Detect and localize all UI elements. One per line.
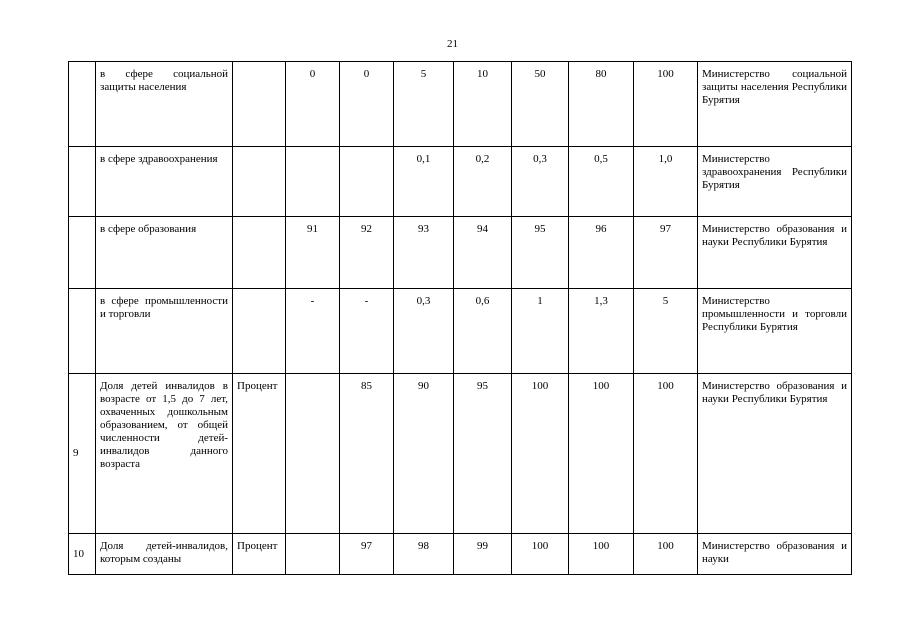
value-cell: 0,2 [454,147,512,217]
unit-cell: Процент [233,374,286,534]
ministry-cell: Министерство здравоохранения Республики Бурятия [698,147,852,217]
value-cell: 100 [634,534,698,575]
row-number-cell: 9 [69,374,96,534]
ministry-cell: Министерство промышленности и торговли Республики Бурятия [698,289,852,374]
indicator-name-cell: Доля детей-инвалидов, которым созданы [96,534,233,575]
value-cell: 0 [340,62,394,147]
value-cell: 1,0 [634,147,698,217]
value-cell: 80 [569,62,634,147]
value-cell: 90 [394,374,454,534]
table-row [69,534,852,575]
value-cell: - [286,289,340,374]
value-cell: 100 [634,374,698,534]
unit-cell: Процент [233,534,286,575]
unit-cell [233,217,286,289]
value-cell: 97 [340,534,394,575]
row-number-cell [69,217,96,289]
value-cell: 1 [512,289,569,374]
value-cell: 85 [340,374,394,534]
value-cell: 91 [286,217,340,289]
value-cell: 0,6 [454,289,512,374]
value-cell: 0,1 [394,147,454,217]
indicator-name-cell: Доля детей инвалидов в возрасте от 1,5 до 7 лет, охваченных дошкольным образованием, от общей численности детей-инвалидов данного возраста [96,374,233,534]
value-cell: 100 [634,62,698,147]
value-cell [286,534,340,575]
value-cell: 93 [394,217,454,289]
table-row [69,289,852,374]
value-cell: 98 [394,534,454,575]
indicator-name-cell: в сфере промышленности и торговли [96,289,233,374]
indicator-name-cell: в сфере социальной защиты населения [96,62,233,147]
value-cell: 0 [286,62,340,147]
value-cell: 92 [340,217,394,289]
unit-cell [233,62,286,147]
row-number-cell [69,147,96,217]
value-cell: - [340,289,394,374]
unit-cell [233,147,286,217]
value-cell: 97 [634,217,698,289]
row-number-cell [69,62,96,147]
value-cell [286,147,340,217]
indicator-table [68,61,852,575]
value-cell: 94 [454,217,512,289]
value-cell: 95 [454,374,512,534]
value-cell [340,147,394,217]
table-row [69,374,852,534]
value-cell: 100 [512,534,569,575]
value-cell [286,374,340,534]
indicator-name-cell: в сфере здравоохранения [96,147,233,217]
ministry-cell: Министерство образования и науки [698,534,852,575]
value-cell: 50 [512,62,569,147]
value-cell: 100 [569,374,634,534]
table-row [69,62,852,147]
ministry-cell: Министерство социальной защиты населения Республики Бурятия [698,62,852,147]
row-number-cell [69,289,96,374]
indicator-name-cell: в сфере образования [96,217,233,289]
row-number-cell: 10 [69,534,96,575]
value-cell: 5 [394,62,454,147]
value-cell: 95 [512,217,569,289]
ministry-cell: Министерство образования и науки Республики Бурятия [698,217,852,289]
value-cell: 0,5 [569,147,634,217]
value-cell: 0,3 [512,147,569,217]
unit-cell [233,289,286,374]
value-cell: 100 [569,534,634,575]
table-row [69,147,852,217]
value-cell: 96 [569,217,634,289]
value-cell: 5 [634,289,698,374]
value-cell: 100 [512,374,569,534]
ministry-cell: Министерство образования и науки Республики Бурятия [698,374,852,534]
value-cell: 10 [454,62,512,147]
table-row [69,217,852,289]
page-number: 21 [447,38,458,50]
value-cell: 0,3 [394,289,454,374]
value-cell: 1,3 [569,289,634,374]
value-cell: 99 [454,534,512,575]
